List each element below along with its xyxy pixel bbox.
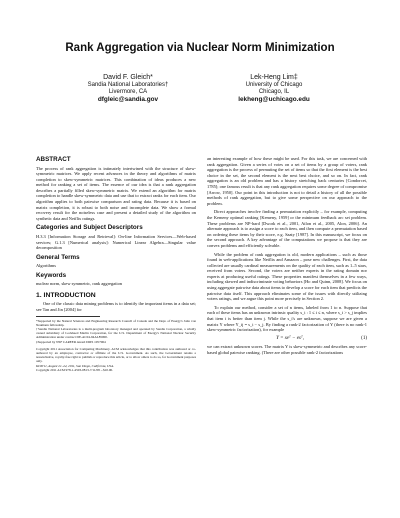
abstract-heading: ABSTRACT — [36, 156, 71, 163]
paper-title: Rank Aggregation via Nuclear Norm Minimization — [65, 42, 335, 54]
right-column — [207, 156, 367, 359]
categories-heading: Categories and Subject Descriptors — [36, 224, 143, 232]
footnote-rule — [36, 316, 100, 317]
abstract-text: The process of rank aggregation is intimately intertwined with the structure of skew-symmetric matrices. We apply recent advances in the theory and algorithms of matrix completion to skew-symmetric matrices. This combination of ideas produces a new method for ranking a set of items. The essence of our idea is that a rank aggregation describes a partially filled skew-symmetric matrix. We extend an algorithm for matrix completion to handle skew-symmetric data and use that to extract ranks for each item. Our algorithm applies to both pairwise comparison and rating data. Because it is based on matrix completion, it is robust to both noise and incomplete data. We show a formal recovery result for the noiseless case and present a detailed study of the algorithm on synthetic data and Netflix ratings. — [36, 165, 196, 221]
keywords-text: nuclear norm, skew symmetric, rank aggregation — [36, 281, 122, 287]
author-name: David F. Gleich* — [103, 74, 153, 81]
left-column — [36, 156, 196, 372]
author-block-1 — [53, 74, 203, 104]
equation-1 — [207, 336, 367, 342]
author-city: Livermore, CA — [108, 89, 148, 96]
equation-body: Y = seᵀ − esᵀ, — [276, 335, 305, 341]
intro-paragraph: To explain our method, consider a set of n items, labeled from 1 to n. Suppose that each of these items has an unknown intrinsic quality s_i : 1 ≤ i ≤ n, where s_i > s_j implies that item i is better than item j. While the s_i's are unknown, suppose we are given a matrix Y where Y_ij = s_i − s_j. By finding a rank-2 factorization of Y (there is no rank-1 skew-symmetric factorization), for example — [207, 304, 367, 333]
author-email[interactable]: dfgleic@sandia.gov — [97, 96, 159, 104]
footnote: *Supported by the Natural Sciences and Engineering Research Council of Canada and the Dept. of Energy's John von Neumann fellowship. — [36, 318, 196, 327]
intro-paragraph-continued: an interesting example of how these might be used. For this task, we are concerned with rank aggregation. Given a series of votes on a set of items by a group of voters, rank aggregation is the process of permuting the set of items so that the first element is the best choice in the set, the second element is the next best choice, and so on. In fact, rank aggregation is an old problem and has a history stretching back centuries [Condorcet, 1785]; one famous result is that any rank aggregation requires some degree of compromise [Arrow, 1950]. Our point in this introduction is not to detail a history of all the possible methods of rank aggregation, but to give some perspective on our approach to the problem. — [207, 156, 367, 206]
author-name: Lek-Heng Lim‡ — [250, 74, 298, 81]
copyright-line: Copyright 2011 ACM 978-1-4503-0813-7/11/08 ...$10.00. — [36, 367, 113, 372]
conference-line: KDD'11, August 21–24, 2011, San Diego, California, USA. — [36, 363, 114, 368]
intro-paragraph: While the problem of rank aggregation is old, modern applications – such as those found in web-applications like Netflix and Amazon – pose new challenges. First, the data collected are usually cardinal measurements on the quality of each item, such as 1–5 stars, received from voters. Second, the voters are neither experts in the rating domain nor experts at producing useful ratings. These properties manifest themselves in a few ways, including skewed and indiscriminate voting behaviors [Ho and Quinn, 2008]. We focus on using aggregate pairwise data about items to develop a score for each item that predicts the pairwise data itself. This approach eliminates some of the issues with directly utilizing voters ratings, and we argue this point more precisely in Section 2. — [207, 251, 367, 302]
copyright-notice: Copyright 2011 Association for Computing Machinery. ACM acknowledges that this contribution was authored or co-authored by an employee, contractor or affiliate of the U.S. Government. As such, the Government retains a nonexclusive, royalty-free right to publish or reproduce this article, or to allow others to do so, for Government purposes only. — [36, 346, 196, 364]
author-affiliation: University of Chicago — [245, 82, 303, 88]
author-block-2 — [199, 74, 349, 104]
author-city: Chicago, IL — [258, 89, 290, 96]
equation-number: (1) — [361, 335, 367, 341]
footnote: ‡Supported by NSF CAREER Award DMS 1057064 — [36, 339, 106, 344]
intro-paragraph: Direct approaches involve finding a permutation explicitly – for example, computing the Kemeny optimal ranking [Kemeny, 1959] or the minimum feedback arc set problem. These problems are NP-hard [Dwork et al., 2001, Ailon et al., 2005, Alon, 2006]. An alternate approach is to assign a score to each item, and then compute a permutation based on ordering these items by their score, e.g. Saaty [1987]. In this manuscript, we focus on the second approach. A key advantage of the computations we propose is that they are convex problems and efficiently solvable. — [207, 209, 367, 248]
introduction-heading: 1. INTRODUCTION — [36, 291, 96, 299]
footnote: †Sandia National Laboratories is a multi-program laboratory managed and operated by Sandia Corporation, a wholly owned subsidiary of Lockheed Martin Corporation, for the U.S. Department of Energy's National Nuclear Security Administration under contract DE-AC04-94AL85000. — [36, 327, 196, 340]
keywords-heading: Keywords — [36, 271, 67, 279]
author-affiliation: Sandia National Laboratories† — [87, 82, 169, 88]
intro-paragraph: we can extract unknown scores. The matrix Y is skew-symmetric and describes any score-based global pairwise ranking. (There are other possible rank-2 factorizations — [207, 344, 367, 355]
categories-text: H.3.3 [Information Storage and Retrieval]: On-line Information Services—Web-based services; G.1.3 [Numerical analysis]: Numerical Linear Algebra—Singular value decomposition — [36, 233, 196, 251]
author-email[interactable]: lekheng@uchicago.edu — [238, 96, 310, 104]
intro-paragraph-start: One of the classic data mining problems is to identify the important items in a data set; see Tan and Jin [2004] for — [36, 301, 196, 312]
general-terms-heading: General Terms — [36, 253, 80, 261]
general-terms-text: Algorithms — [36, 263, 57, 269]
